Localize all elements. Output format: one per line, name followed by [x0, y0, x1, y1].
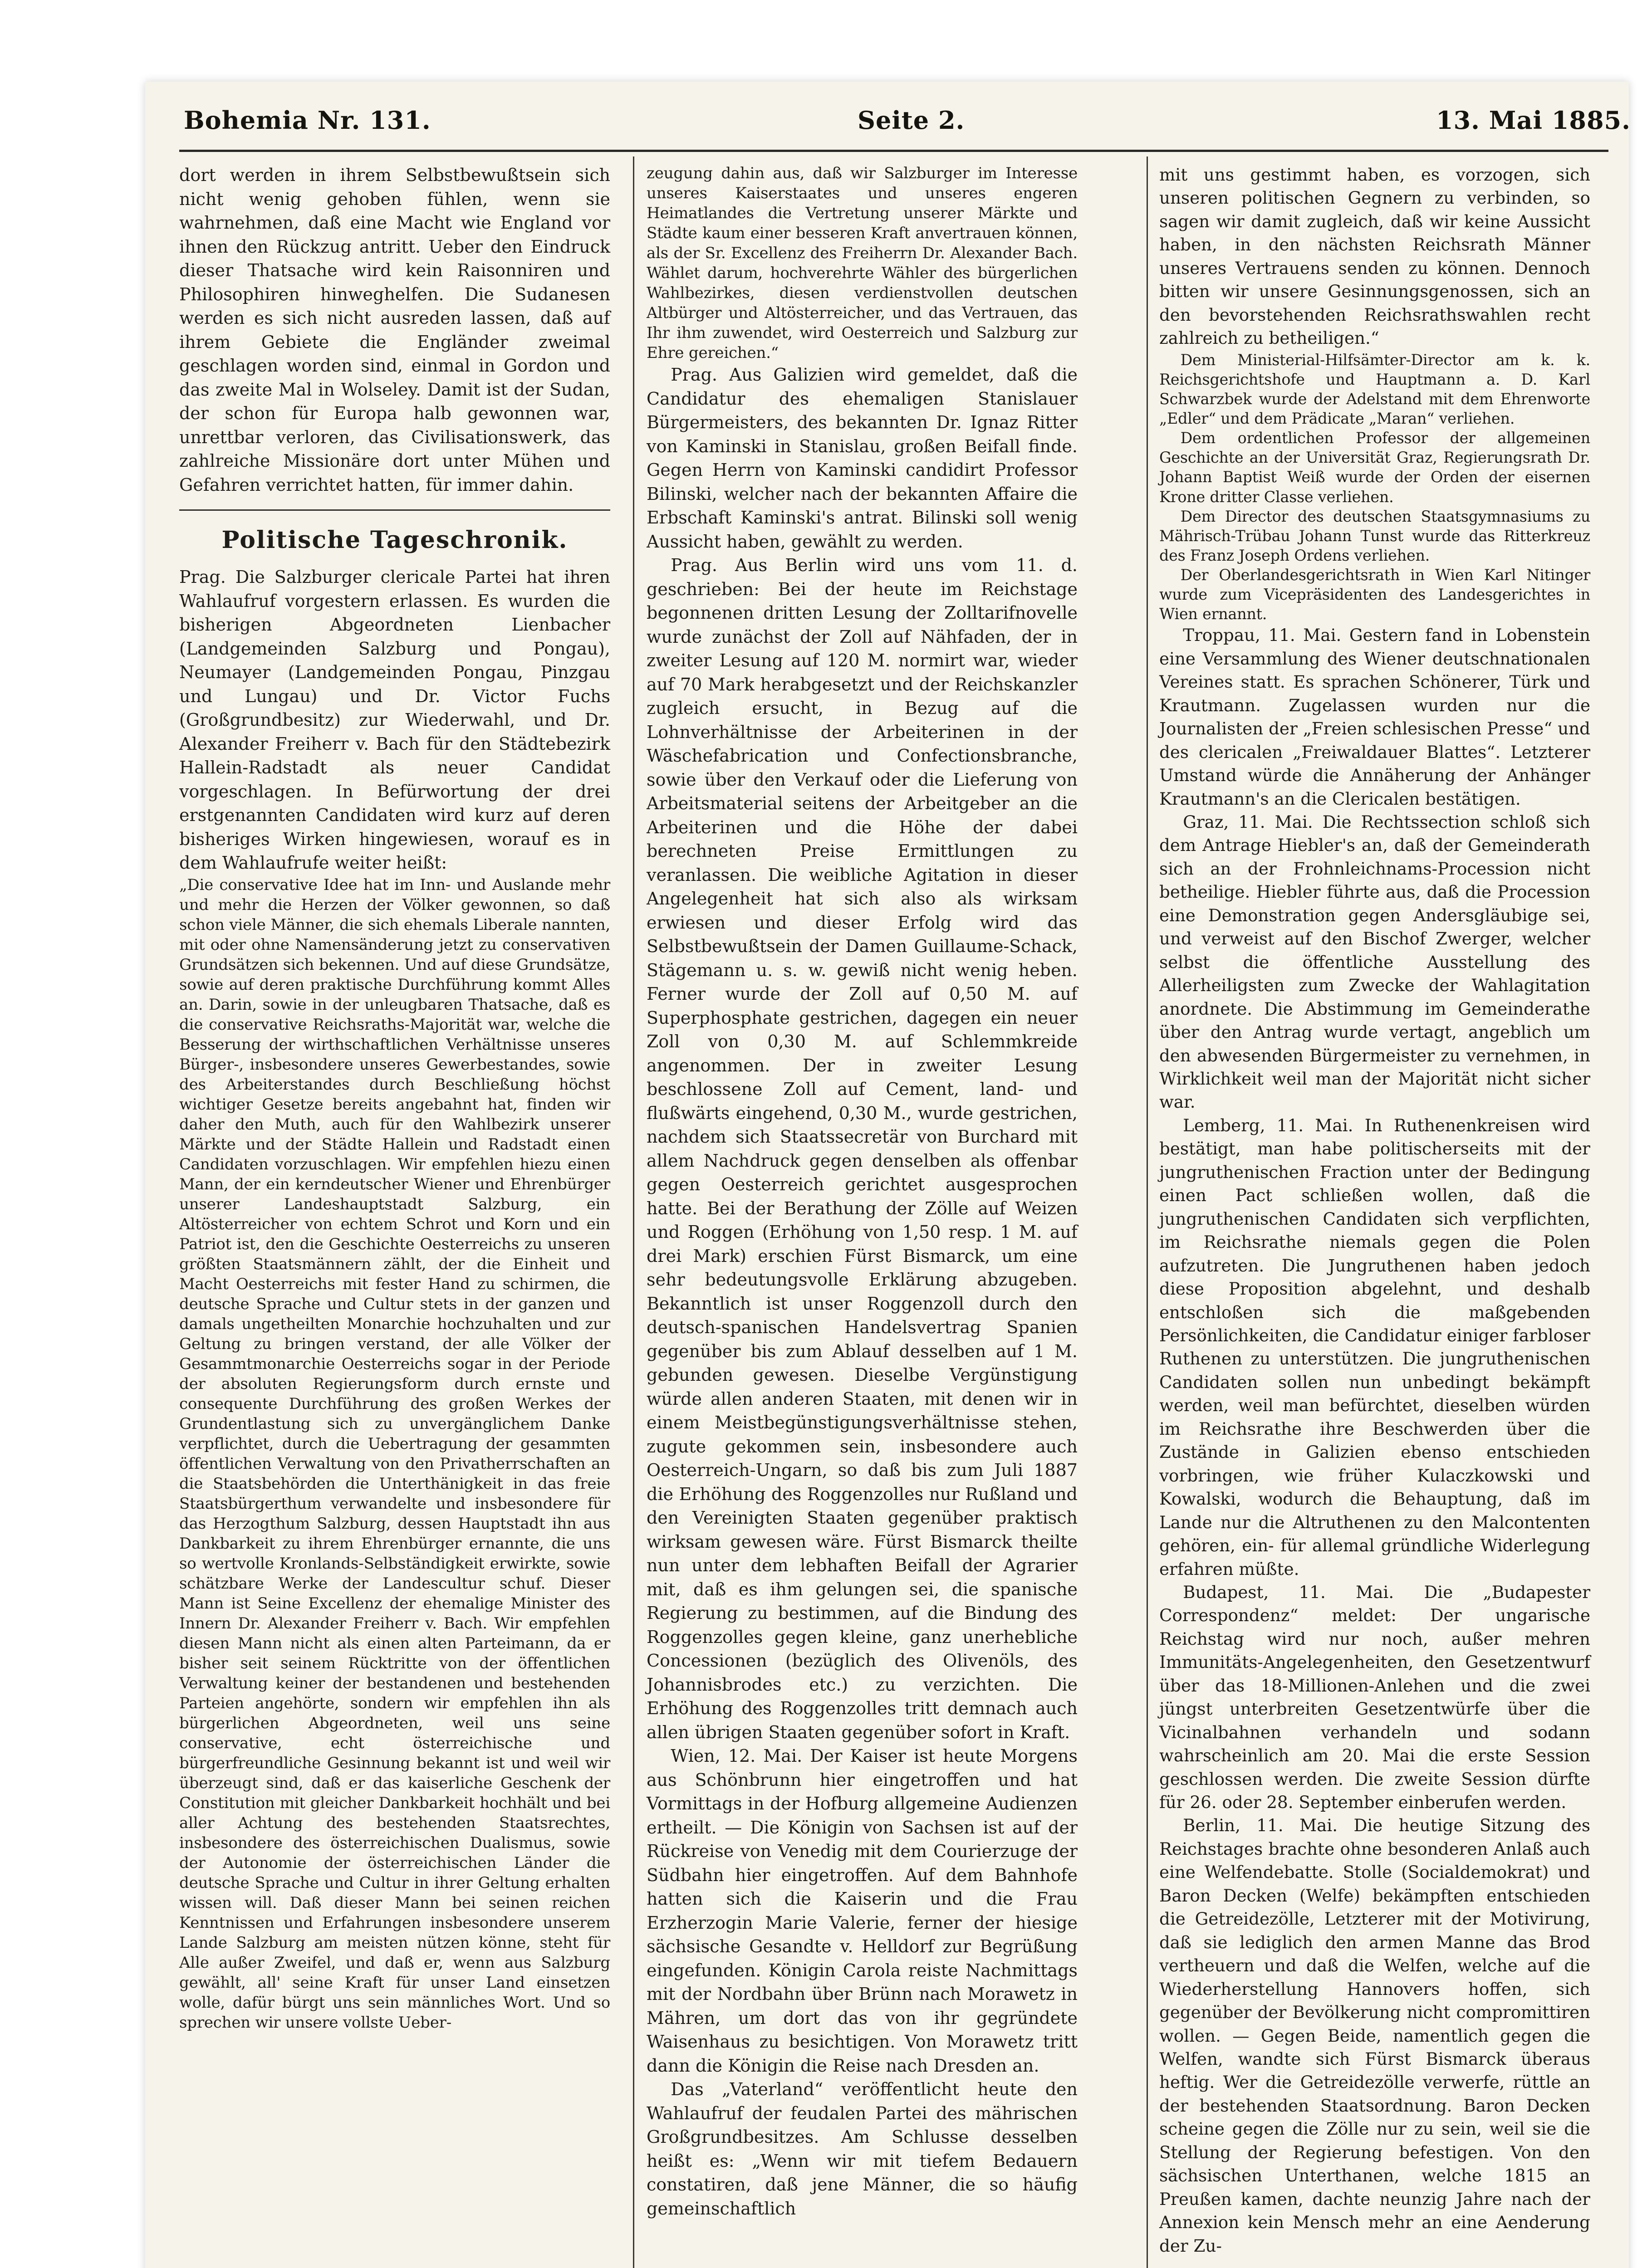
section-heading: Politische Tageschronik. — [221, 526, 568, 554]
notice-schwarzbek: Dem Ministerial-Hilfsämter-Director am k. k. Reichsgerichtshofe und Hauptmann a. D. Karl Schwarzbek wurde der Adelstand mit dem Ehrenworte „Edler“ und dem Prädicate „Maran“ verliehen. — [1159, 351, 1590, 427]
news-item-lemberg: Lemberg, 11. Mai. In Ruthenenkreisen wird bestätigt, man habe politischerseits mit der jungruthenischen Fraction unter der Bedingung einen Pact schließen wollen, daß die jungruthenischen Candidaten sich verpflichten, im Reichsrathe niemals gegen die Polen aufzutreten. Die Jungruthenen haben jedoch diese Proposition abgelehnt, und deshalb entschloßen sich die maßgebenden Persönlichkeiten, die Candidatur einiger farbloser Ruthenen zu unterstützen. Die jungruthenischen Candidaten sollen nun unbedingt bekämpft werden, weil man befürchtet, dieselben würden im Reichsrathe ihre Beschwerden über die Zustände in Galizien ebenso entschieden vorbringen, wie früher Kulaczkowski und Kowalski, wodurch die Behauptung, daß im Lande nur die Altruthenen zu den Malcontenten gehören, ein- für allemal gründliche Widerlegung erfahren müßte. — [1159, 1115, 1590, 1579]
news-item-prag-salzburg: Prag. Die Salzburger clericale Partei hat ihren Wahlaufruf vorgestern erlassen. Es wurden die bisherigen Abgeordneten Lienbacher (Landgemeinden Salzburg und Pongau), Neumayer (Landgemeinden Pongau, Pinzgau und Lungau) und Dr. Victor Fuchs (Großgrundbesitz) zur Wiederwahl, und Dr. Alexander Freiherr v. Bach für den Städtebezirk Hallein-Radstadt als neuer Candidat vorgeschlagen. In Befürwortung der drei erstgenannten Candidaten wird kurz auf deren bisheriges Wirken hingewiesen, worauf es in dem Wahlaufrufe weiter heißt: — [179, 567, 610, 873]
news-item-berlin: Berlin, 11. Mai. Die heutige Sitzung des Reichstages brachte ohne besonderen Anlaß auch eine Welfendebatte. Stolle (Socialdemokrat) und Baron Decken (Welfe) bekämpften entschieden die Getreidezölle, Letzterer mit der Motivirung, daß sie lediglich den armen Manne das Brod vertheuern und daß die Welfen, welche auf die Wiederherstellung Hannovers hoffen, sich gegenüber der Bevölkerung nicht compromittiren wollen. — Gegen Beide, namentlich gegen die Welfen, wandte sich Fürst Bismarck überaus heftig. Wer die Getreidezölle verwerfe, rüttle an der bestehenden Staatsordnung. Baron Decken scheine gegen die Zölle nur zu sein, weil sie die Stellung der Regierung befestigen. Von den sächsischen Unterthanen, welche 1815 an Preußen kamen, dachte neunzig Jahre nach der Annexion kein Mensch mehr an eine Aenderung der Zu- — [1159, 1815, 1590, 2256]
column-divider-2 — [1147, 156, 1148, 2268]
section-rule — [179, 509, 610, 511]
notice-tunst: Dem Director des deutschen Staatsgymnasiums zu Mährisch-Trübau Johann Tunst wurde das Ritterkreuz des Franz Joseph Ordens verliehen. — [1159, 507, 1590, 564]
news-item-wien: Wien, 12. Mai. Der Kaiser ist heute Morgens aus Schönbrunn hier eingetroffen und hat Vormittags in der Hofburg allgemeine Audienzen ertheilt. — Die Königin von Sachsen ist auf der Rückreise von Venedig mit dem Courierzuge der Südbahn hier eingetroffen. Auf dem Bahnhofe hatten sich die Kaiserin und die Frau Erzherzogin Marie Valerie, ferner der hiesige sächsische Gesandte v. Helldorf zur Begrüßung eingefunden. Königin Carola reiste Nachmittags mit der Nordbahn über Brünn nach Morawetz in Mähren, um dort das von ihr gegründete Waisenhaus zu besichtigen. Von Morawetz tritt dann die Königin die Reise nach Dresden an. — [647, 1746, 1078, 2076]
news-item-prag-galizien: Prag. Aus Galizien wird gemeldet, daß die Candidatur des ehemaligen Stanislauer Bürgermeisters, des bekannten Dr. Ignaz Ritter von Kaminski in Stanislau, großen Beifall finde. Gegen Herrn von Kaminski candidirt Professor Bilinski, welcher nach der bekannten Affaire die Erbschaft Kaminski's antrat. Bilinski soll wenig Aussicht haben, gewählt zu werden. — [647, 365, 1078, 552]
column-divider-1 — [633, 156, 634, 2268]
page-number: Seite 2. — [858, 106, 965, 135]
news-item-troppau: Troppau, 11. Mai. Gestern fand in Lobenstein eine Versammlung des Wiener deutschnationalen Vereines statt. Es sprachen Schönerer, Türk und Krautmann. Zugelassen wurden nur die Journalisten der „Freien schlesischen Presse“ und des clericalen „Freiwaldauer Blattes“. Letzterer Umstand würde die Annäherung der Anhänger Krautmann's an die Clericalen bestätigen. — [1159, 625, 1590, 809]
column-left — [179, 163, 610, 2033]
news-item-vaterland-end: mit uns gestimmt haben, es vorzogen, sich unseren politischen Gegnern zu verbinden, so sagen wir damit zugleich, daß wir keine Aussicht haben, in den nächsten Reichsrath Männer unseres Vertrauens senden zu können. Dennoch bitten wir unsere Gesinnungsgenossen, sich an den bevorstehenden Reichsrathswahlen recht zahlreich zu betheiligen.“ — [1159, 165, 1590, 348]
quoted-election-appeal-end: zeugung dahin aus, daß wir Salzburger im Interesse unseres Kaiserstaates und unseres engeren Heimatlandes die Vertretung unserer Märkte und Städte kaum einer besseren Kraft anvertrauen können, als der Sr. Excellenz des Freiherrn Dr. Alexander Bach. Wählet darum, hochverehrte Wähler des bürgerlichen Wahlbezirkes, diesen verdienstvollen deutschen Altbürger und Altösterreicher, und das Vertrauen, das Ihr ihm zuwendet, wird Oesterreich und Salzburg zur Ehre gereichen.“ — [647, 164, 1078, 362]
article-continuation: dort werden in ihrem Selbstbewußtsein sich nicht wenig gehoben fühlen, wenn sie wahrnehmen, daß eine Macht wie England vor ihnen den Rückzug antritt. Ueber den Eindruck dieser Thatsache wird kein Raisonniren und Philosophiren hinweghelfen. Die Sudanesen werden es sich nicht ausreden lassen, daß auf ihrem Gebiete die Engländer zweimal geschlagen worden sind, einmal in Gordon und das zweite Mal in Wolseley. Damit ist der Sudan, der schon für Europa halb gewonnen war, unrettbar verloren, das Civilisationswerk, das zahlreiche Missionäre dort unter Mühen und Gefahren verrichtet hatten, für immer dahin. — [179, 165, 610, 495]
notice-weiss: Dem ordentlichen Professor der allgemeinen Geschichte an der Universität Graz, Regierungsrath Dr. Johann Baptist Weiß wurde der Orden der eisernen Krone dritter Classe verliehen. — [1159, 429, 1590, 506]
masthead-issue: Bohemia Nr. 131. — [184, 106, 431, 135]
column-middle — [647, 163, 1078, 2220]
header-rule — [179, 150, 1608, 152]
news-item-budapest: Budapest, 11. Mai. Die „Budapester Correspondenz“ meldet: Der ungarische Reichstag wird nur noch, außer mehren Immunitäts-Angelegenheiten, den Gesetzentwurf über das 18-Millionen-Anlehen und die zwei jüngst unterbreiten Gesetzentwürfe über die Vicinalbahnen verhandeln und sodann wahrscheinlich am 20. Mai die erste Session geschlossen werden. Die zweite Session dürfte für 26. oder 28. September einberufen werden. — [1159, 1582, 1590, 1813]
news-item-graz: Graz, 11. Mai. Die Rechtssection schloß sich dem Antrage Hiebler's an, daß der Gemeinderath sich an der Frohnleichnams-Procession nicht betheilige. Hiebler führte aus, daß die Procession eine Demonstration gegen Andersgläubige sei, und verweist auf den Bischof Zwerger, welcher selbst die öffentliche Ausstellung des Allerheiligsten zum Zwecke der Wahlagitation anordnete. Die Abstimmung im Gemeinderathe über den Antrag wurde vertagt, angeblich um den abwesenden Bürgermeister zu vernehmen, in Wirklichkeit weil man der Majorität nicht sicher war. — [1159, 812, 1590, 1112]
issue-date: 13. Mai 1885. — [1436, 106, 1631, 135]
column-right — [1159, 163, 1590, 2258]
quoted-election-appeal: „Die conservative Idee hat im Inn- und Auslande mehr und mehr die Herzen der Völker gewonnen, so daß schon viele Männer, die sich ehemals Liberale nannten, mit oder ohne Namensänderung jetzt zu conservativen Grundsätzen sich bekennen. Und auf diese Grundsätze, sowie auf deren praktische Durchführung kommt Alles an. Darin, sowie in der unleugbaren Thatsache, daß es die conservative Reichsraths-Majorität war, welche die Besserung der wirthschaftlichen Verhältnisse unseres Bürger-, insbesondere unseres Gewerbestandes, sowie des Arbeiterstandes durch Beschließung höchst wichtiger Gesetze bereits angebahnt hat, finden wir daher den Muth, auch für den Wahlbezirk unserer Märkte und der Städte Hallein und Radstadt einen Candidaten vorzuschlagen. Wir empfehlen hiezu einen Mann, der ein kerndeutscher Wiener und Ehrenbürger unserer Landeshauptstadt Salzburg, ein Altösterreicher von echtem Schrot und Korn und ein Patriot ist, den die Geschichte Oesterreichs zu unseren größten Staatsmännern zählt, der die Einheit und Macht Oesterreichs mit fester Hand zu schirmen, die deutsche Sprache und Cultur stets in der ganzen und damals ungetheilten Monarchie hochzuhalten und zur Geltung zu bringen verstand, der alle Völker der Gesammtmonarchie Oesterreichs sogar in der Periode der absoluten Regierungsform durch ernste und consequente Durchführung des großen Werkes der Grundentlastung sich zu unvergänglichem Danke verpflichtet, durch die Uebertragung der gesammten öffentlichen Verwaltung von den Privatherrschaften an die Staatsbehörden die Unterthänigkeit in das freie Staatsbürgerthum verwandelte und insbesondere für das Herzogthum Salzburg, dessen Hauptstadt ihn aus Dankbarkeit zu ihrem Ehrenbürger ernannte, die uns so wertvolle Kronlands-Selbständigkeit erwirkte, sowie schätzbare Werke der Landescultur schuf. Dieser Mann ist Seine Excellenz der ehemalige Minister des Innern Dr. Alexander Freiherr v. Bach. Wir empfehlen diesen Mann nicht als einen alten Parteimann, da er bisher seit seinem Rücktritte von der öffentlichen Verwaltung keiner der bestandenen und bestehenden Parteien angehörte, sondern wir empfehlen ihn als bürgerlichen Abgeordneten, weil uns seine conservative, echt österreichische und bürgerfreundliche Gesinnung bekannt ist und weil wir überzeugt sind, daß er das kaiserliche Geschenk der Constitution mit gleicher Dankbarkeit hochhält und bei aller Achtung des bestehenden Staatsrechtes, insbesondere des österreichischen Dualismus, sowie der Autonomie der österreichischen Länder die deutsche Sprache und Cultur in ihrer Geltung erhalten wissen will. Daß dieser Mann bei seinen reichen Kenntnissen und Erfahrungen insbesondere unserem Lande Salzburg am meisten nützen könne, steht für Alle außer Zweifel, und daß er, wenn aus Salzburg gewählt, all' seine Kraft für unser Land einsetzen wolle, dafür bürgt uns sein männliches Wort. Und so sprechen wir unsere vollste Ueber- — [179, 875, 610, 2032]
news-item-vaterland: Das „Vaterland“ veröffentlicht heute den Wahlaufruf der feudalen Partei des mährischen Großgrundbesitzes. Am Schlusse desselben heißt es: „Wenn wir mit tiefem Bedauern constatiren, daß jene Männer, die so häufig gemeinschaftlich — [647, 2079, 1078, 2219]
notice-nitinger: Der Oberlandesgerichtsrath in Wien Karl Nitinger wurde zum Vicepräsidenten des Landesgerichtes in Wien ernannt. — [1159, 566, 1590, 623]
news-item-prag-berlin: Prag. Aus Berlin wird uns vom 11. d. geschrieben: Bei der heute im Reichstage begonnenen dritten Lesung der Zolltarifnovelle wurde zunächst der Zoll auf Nähfaden, der in zweiter Lesung auf 120 M. normirt war, wieder auf 70 Mark herabgesetzt und der Reichskanzler zugleich ersucht, in Bezug auf die Lohnverhältnisse der Arbeiterinen in der Wäschefabrication und Confectionsbranche, sowie über den Verkauf oder die Lieferung von Arbeitsmaterial seitens der Arbeitgeber an die Arbeiterinen und die Höhe der dabei berechneten Preise Ermittlungen zu veranlassen. Die weibliche Agitation in dieser Angelegenheit hat sich also als wirksam erwiesen und dieser Erfolg wird das Selbstbewußtsein der Damen Guillaume-Schack, Stägemann u. s. w. gewiß nicht wenig heben. Ferner wurde der Zoll auf 0,50 M. auf Superphosphate gestrichen, dagegen ein neuer Zoll von 0,30 M. auf Schlemmkreide angenommen. Der in zweiter Lesung beschlossene Zoll auf Cement, land- und flußwärts eingehend, 0,30 M., wurde gestrichen, nachdem sich Staatssecretär von Burchard mit allem Nachdruck gegen denselben als offenbar gegen Oesterreich gerichtet ausgesprochen hatte. Bei der Berathung der Zölle auf Weizen und Roggen (Erhöhung von 1,50 resp. 1 M. auf drei Mark) erschien Fürst Bismarck, um eine sehr bedeutungsvolle Erklärung abzugeben. Bekanntlich ist unser Roggenzoll durch den deutsch-spanischen Handelsvertrag Spanien gegenüber bis zum Ablauf desselben auf 1 M. gebunden gewesen. Dieselbe Vergünstigung würde allen anderen Staaten, mit denen wir in einem Meistbegünstigungsverhältnisse stehen, zugute gekommen sein, insbesondere auch Oesterreich-Ungarn, so daß bis zum Juli 1887 die Erhöhung des Roggenzolles nur Rußland und den Vereinigten Staaten gegenüber praktisch wirksam gewesen wäre. Fürst Bismarck theilte nun unter dem lebhaften Beifall der Agrarier mit, daß es ihm gelungen sei, die spanische Regierung zu bestimmen, auf die Bindung des Roggenzolles gegen kleine, ganz unerhebliche Concessionen (bezüglich des Olivenöls, des Johannisbrodes etc.) zu verzichten. Die Erhöhung des Roggenzolles tritt demnach auch allen übrigen Staaten gegenüber sofort in Kraft. — [647, 555, 1078, 1742]
